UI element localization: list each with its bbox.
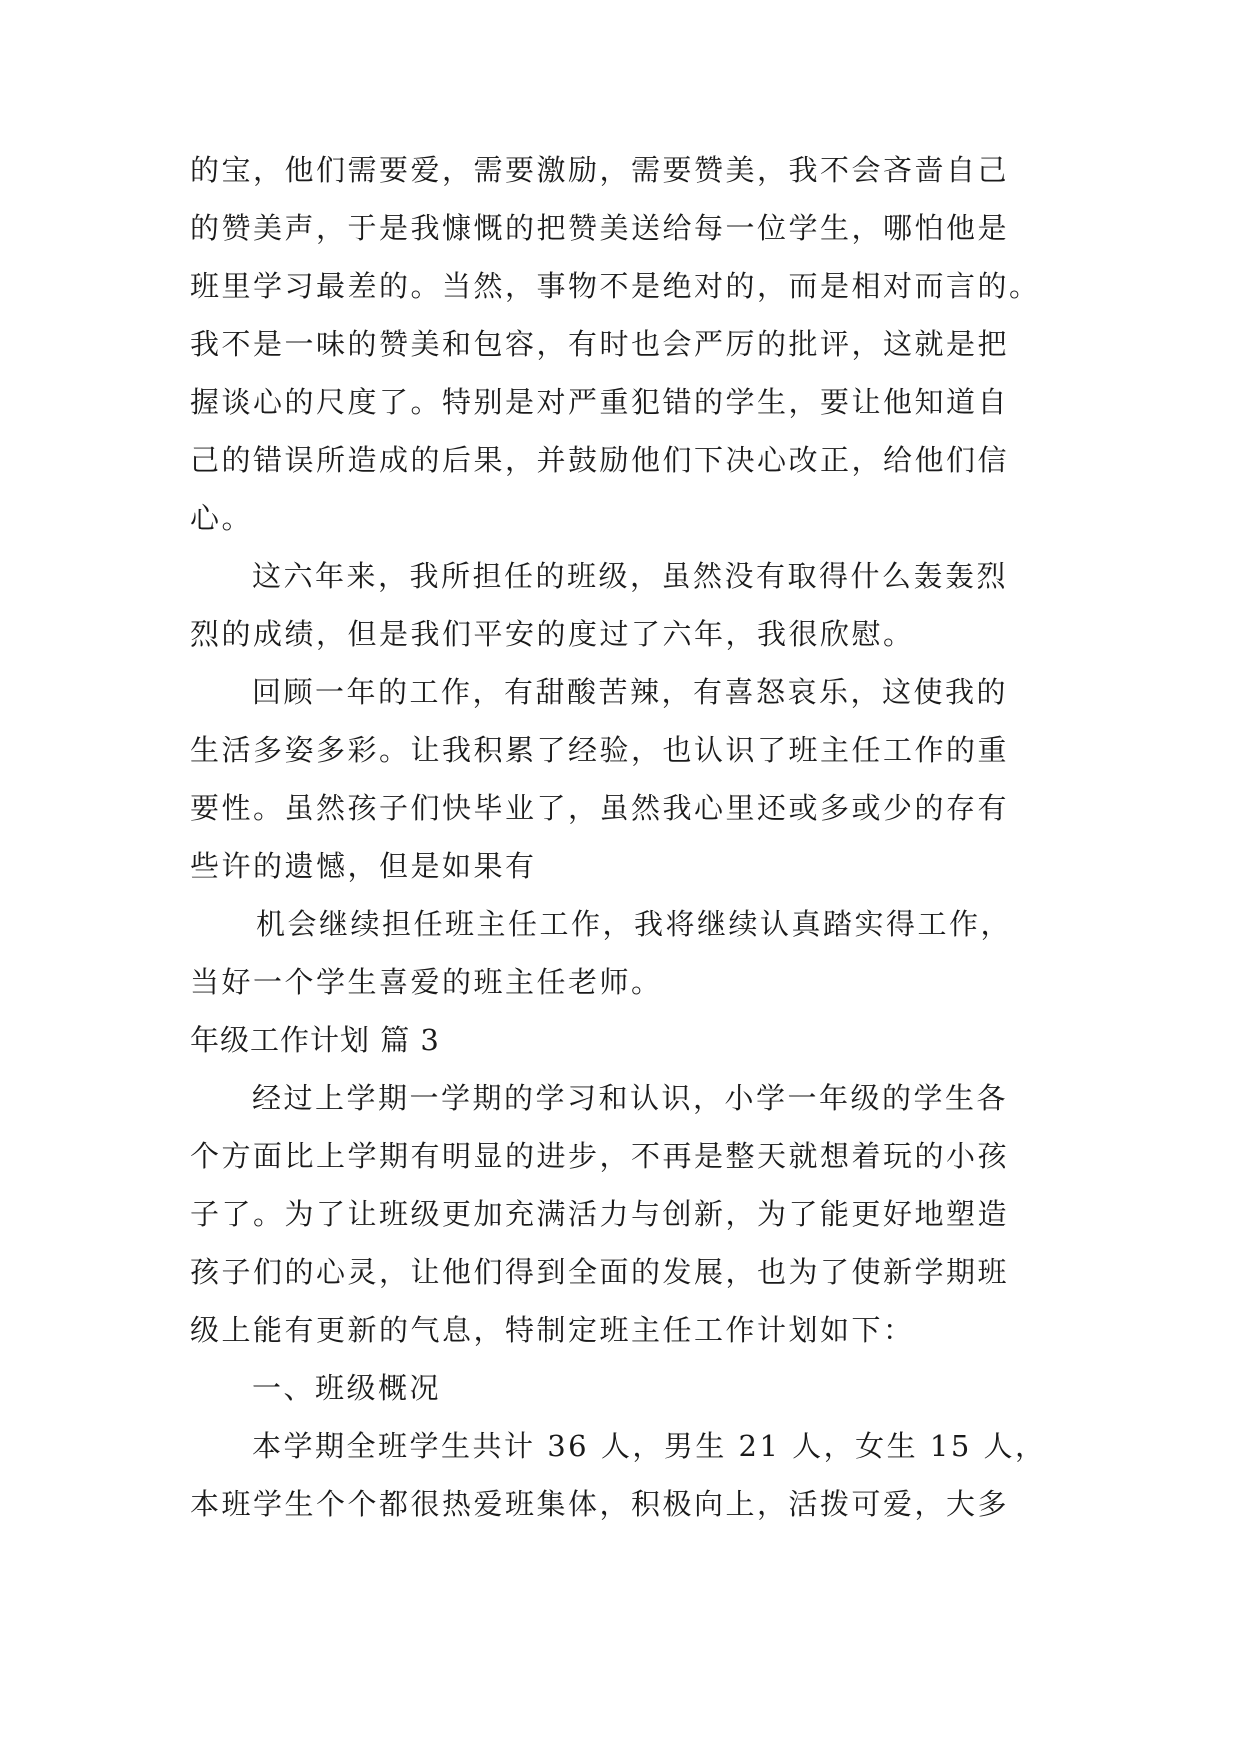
paragraph-line: 些许的遗憾，但是如果有 [190, 849, 537, 883]
paragraph-line: 级上能有更新的气息，特制定班主任工作计划如下： [190, 1313, 915, 1347]
paragraph-line: 班里学习最差的。当然，事物不是绝对的，而是相对而言的。 [190, 269, 1041, 303]
paragraph-line: 回顾一年的工作，有甜酸苦辣，有喜怒哀乐，这使我的 [252, 675, 1009, 709]
paragraph-line: 我不是一味的赞美和包容，有时也会严厉的批评，这就是把 [190, 327, 1010, 361]
paragraph-line: 这六年来，我所担任的班级，虽然没有取得什么轰轰烈 [252, 559, 1009, 593]
paragraph-line: 烈的成绩，但是我们平安的度过了六年，我很欣慰。 [190, 617, 915, 651]
paragraph-line: 孩子们的心灵，让他们得到全面的发展，也为了使新学期班 [190, 1255, 1010, 1289]
subsection-heading: 一、班级概况 [252, 1371, 442, 1405]
section-heading: 年级工作计划 篇 3 [190, 1023, 440, 1057]
paragraph-line: 的宝，他们需要爱，需要激励，需要赞美，我不会吝啬自己 [190, 153, 1010, 187]
paragraph-line: 要性。虽然孩子们快毕业了，虽然我心里还或多或少的存有 [190, 791, 1010, 825]
paragraph-line: 生活多姿多彩。让我积累了经验，也认识了班主任工作的重 [190, 733, 1010, 767]
paragraph-line: 当好一个学生喜爱的班主任老师。 [190, 965, 663, 999]
paragraph-line: 个方面比上学期有明显的进步，不再是整天就想着玩的小孩 [190, 1139, 1010, 1173]
paragraph-line: 握谈心的尺度了。特别是对严重犯错的学生，要让他知道自 [190, 385, 1010, 419]
paragraph-line: 己的错误所造成的后果，并鼓励他们下决心改正，给他们信 [190, 443, 1010, 477]
paragraph-line: 本班学生个个都很热爱班集体，积极向上，活拨可爱，大多 [190, 1487, 1010, 1521]
paragraph-line: 本学期全班学生共计 36 人，男生 21 人，女生 15 人， [252, 1429, 1047, 1463]
paragraph-line: 机会继续担任班主任工作，我将继续认真踏实得工作， [256, 907, 1013, 941]
paragraph-line: 子了。为了让班级更加充满活力与创新，为了能更好地塑造 [190, 1197, 1010, 1231]
paragraph-line: 的赞美声，于是我慷慨的把赞美送给每一位学生，哪怕他是 [190, 211, 1010, 245]
paragraph-line: 经过上学期一学期的学习和认识，小学一年级的学生各 [252, 1081, 1009, 1115]
paragraph-line: 心。 [190, 501, 254, 535]
